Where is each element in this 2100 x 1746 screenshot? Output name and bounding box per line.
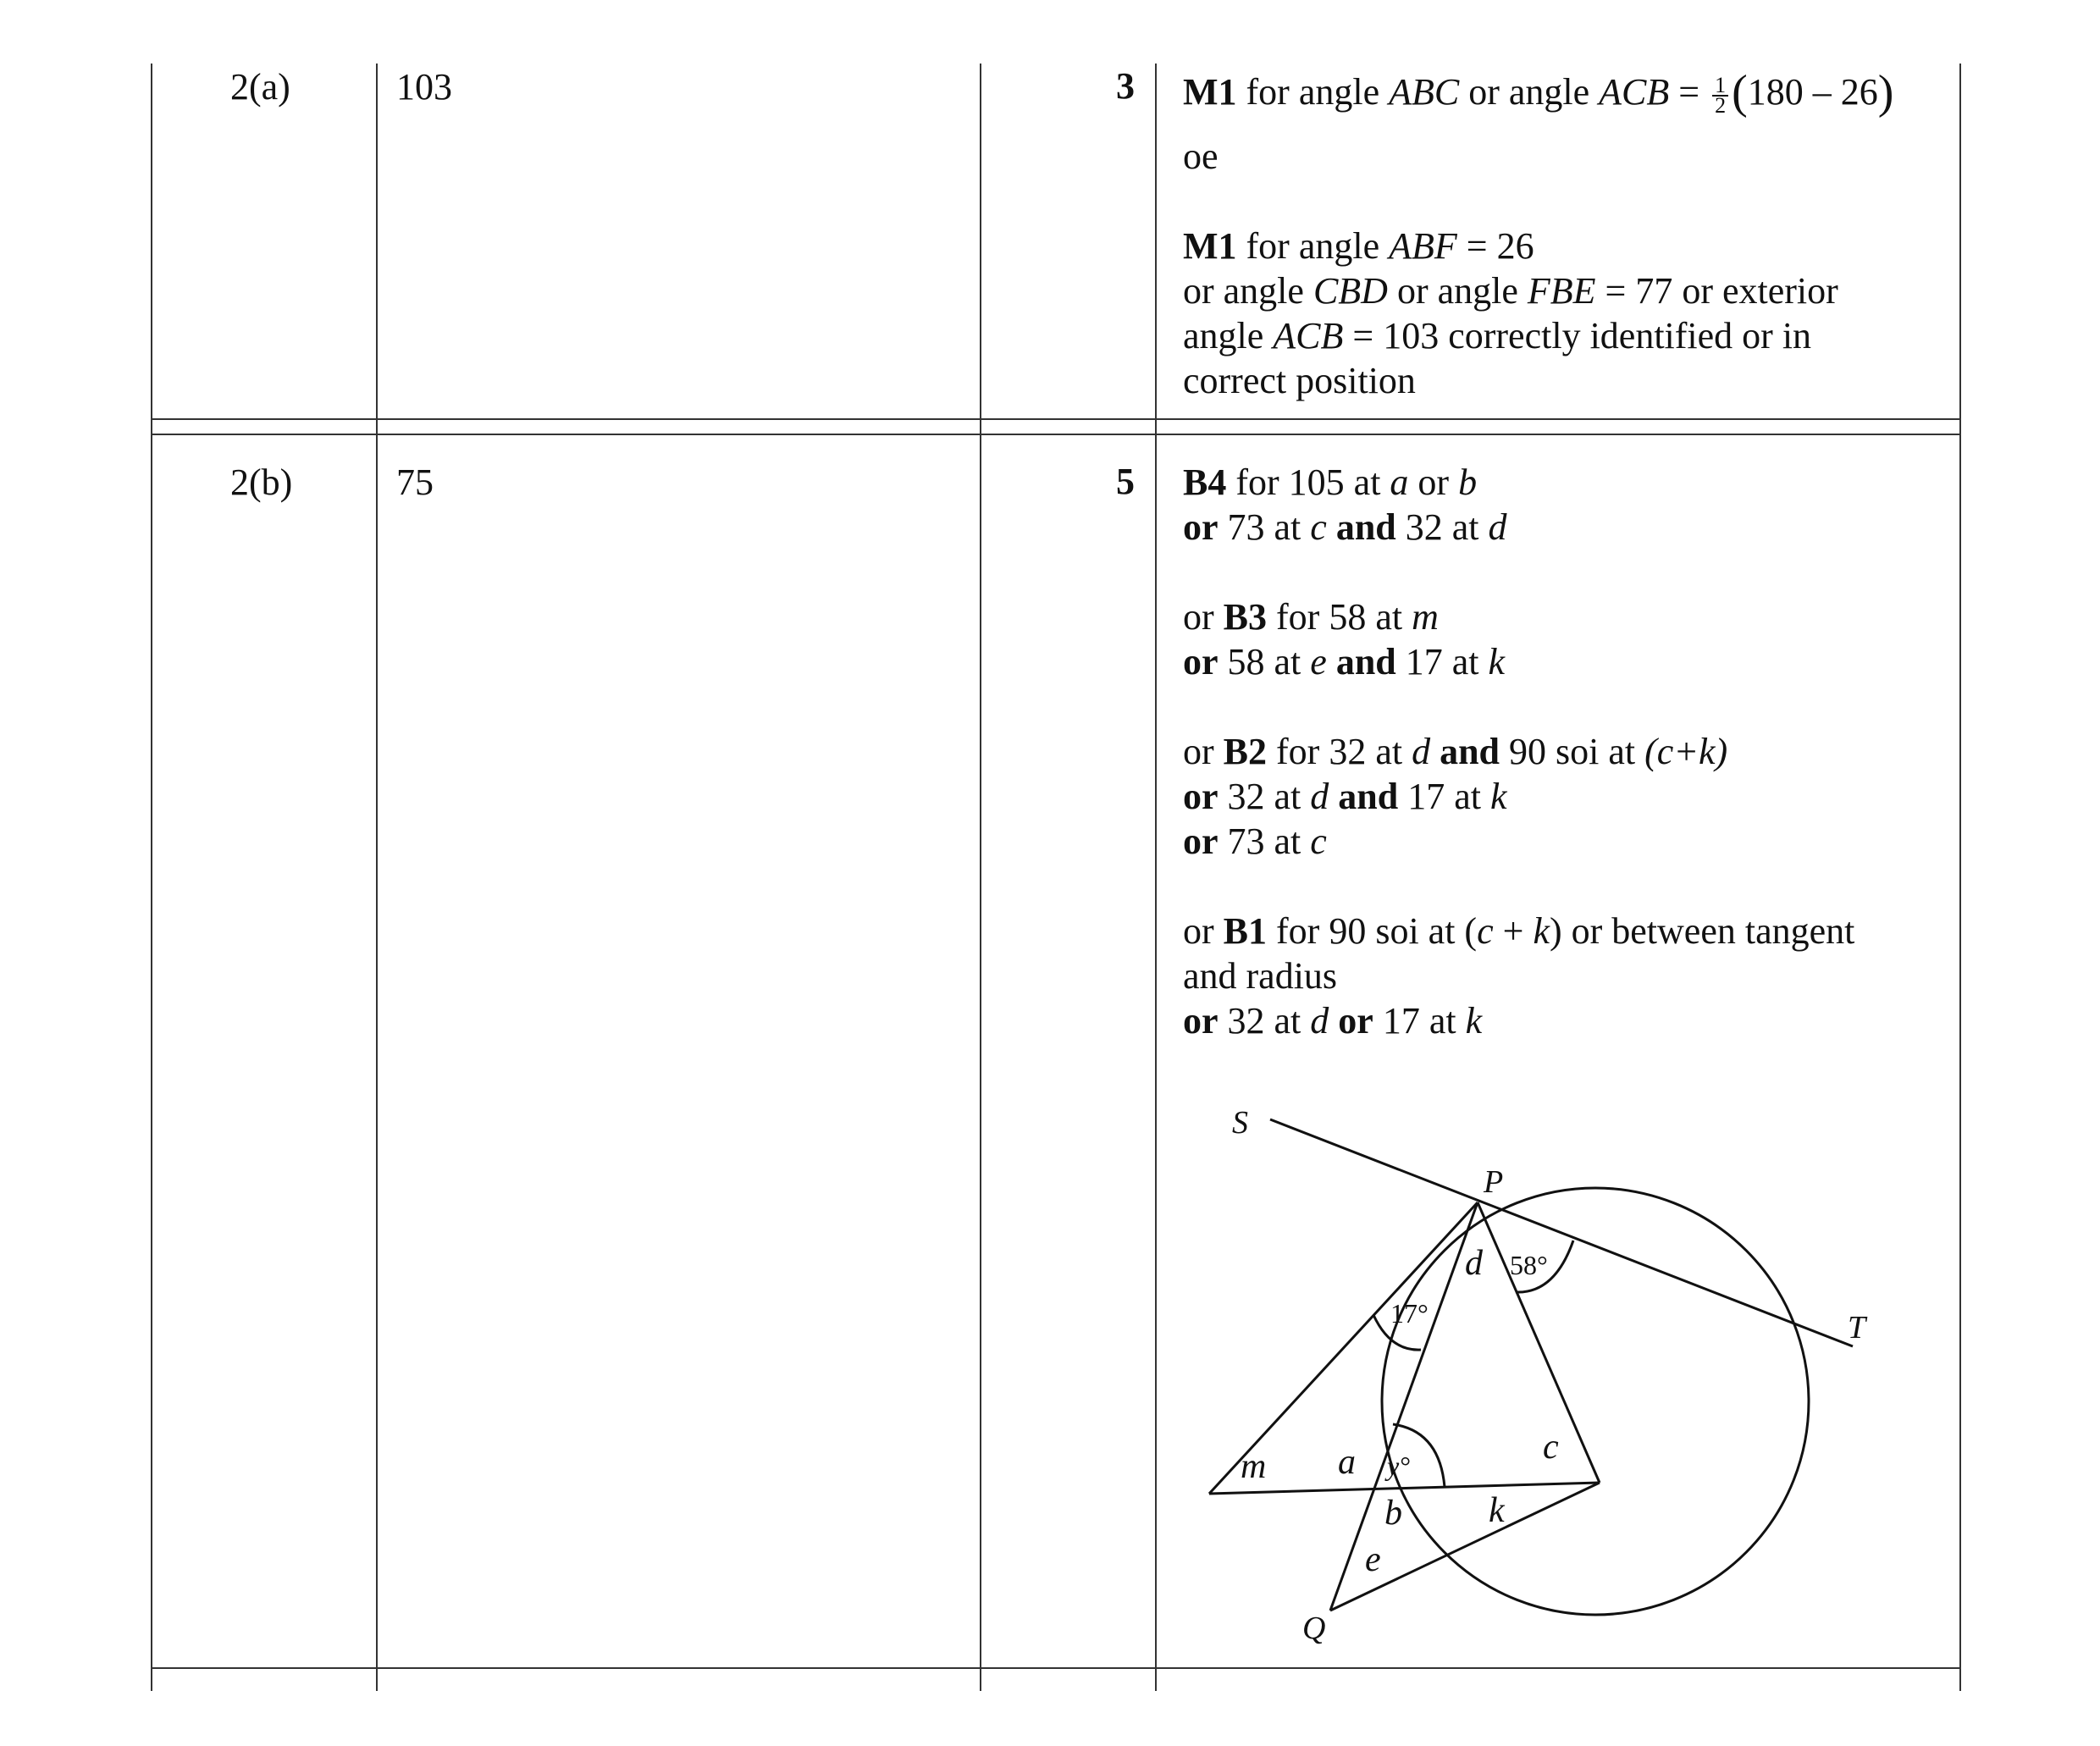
mark-code: B1 [1223,910,1268,952]
guidance-line [1183,819,1945,864]
guidance-text: for 90 soi at ( [1267,910,1478,952]
angle-name: ACB [1273,314,1344,356]
circle [1382,1188,1809,1615]
angle-label-e: e [1365,1540,1381,1579]
guidance-line: and radius [1183,955,1338,997]
keyword-or: or [1183,821,1219,862]
table-bottom-border [151,1667,1961,1669]
angle-label: d [1488,506,1507,548]
fraction-numerator: 1 [1712,76,1728,97]
keyword-and: and [1335,506,1396,548]
angle-label-b: b [1384,1494,1402,1533]
keyword-or: or [1183,641,1219,682]
guidance-text: angle [1183,314,1274,356]
tangent-line-st [1270,1119,1853,1346]
question-number: 2(a) [230,66,290,108]
mark-code: B3 [1223,596,1268,638]
guidance-line [1183,313,1945,358]
guidance-text: = 77 or exterior [1595,269,1838,312]
chord-p-left [1209,1202,1478,1494]
guidance-line [1183,505,1945,550]
answer-value: 103 [396,66,452,108]
guidance-2b [1183,460,1945,1043]
point-label-p: P [1484,1164,1504,1200]
paren-open: ( [1732,66,1748,119]
expression: 180 – 26 [1747,71,1878,113]
angle-label-a: a [1338,1443,1356,1482]
guidance-text: = [1669,71,1710,113]
angle-label: d [1310,776,1329,817]
guidance-text: or [1183,910,1224,952]
angle-arc-y [1393,1424,1445,1487]
guidance-text: or angle [1459,71,1600,113]
guidance-line: correct position [1183,359,1416,401]
angle-name: CBD [1312,269,1388,312]
guidance-line [1183,268,1945,313]
guidance-line [1183,729,1945,774]
marks-value: 3 [1116,65,1135,107]
angle-arc-58 [1516,1240,1573,1292]
table-border-right [1959,64,1961,1691]
guidance-text: = 103 correctly identified or in [1343,314,1812,356]
chord-p-right [1478,1202,1600,1483]
table-border-left [151,64,152,1691]
answer-value: 75 [396,461,434,503]
angle-label-d: d [1465,1244,1483,1283]
chord-q-right [1330,1483,1600,1611]
guidance-text: or [1183,731,1224,772]
angle-arc-17 [1373,1315,1421,1350]
angle-label: m [1412,596,1439,638]
angle-name: ABF [1389,224,1457,267]
guidance-text: for angle [1236,71,1390,113]
row-separator-bottom [151,434,1961,435]
guidance-text: for angle [1236,224,1390,267]
guidance-text: 32 at [1395,506,1489,548]
chord-pq [1330,1202,1478,1611]
fraction [1712,72,1728,118]
guidance-text: or [1183,596,1224,638]
angle-label: k [1465,1000,1483,1042]
mark-code: B2 [1223,731,1268,772]
angle-label: (c+k) [1644,731,1728,772]
guidance-text: 17 at [1398,776,1491,817]
keyword-and: and [1335,641,1396,682]
angle-name: ACB [1599,71,1670,113]
paren-close: ) [1877,66,1894,119]
guidance-text: = 26 [1456,224,1534,267]
guidance-text: 58 at [1218,641,1311,682]
angle-label: c [1310,506,1327,548]
keyword-or: or [1183,506,1219,548]
guidance-text: 73 at [1218,506,1311,548]
guidance-text: or [1408,461,1459,503]
keyword-and: and [1440,731,1500,772]
guidance-line [1183,998,1945,1043]
angle-label: c [1310,821,1327,862]
angle-label: d [1310,1000,1329,1042]
keyword-or: or [1183,776,1219,817]
guidance-line [1183,460,1945,505]
keyword-or: or [1338,1000,1373,1042]
guidance-text: + [1493,910,1534,952]
guidance-line [1183,224,1945,268]
point-label-t: T [1848,1310,1866,1345]
guidance-text: 90 soi at [1500,731,1645,772]
guidance-text: or angle [1183,269,1313,312]
angle-label: c [1477,910,1494,952]
angle-value-58: 58° [1510,1250,1548,1280]
mark-code: B4 [1183,461,1227,503]
marks-value: 5 [1116,461,1135,502]
fraction-denominator: 2 [1715,92,1727,118]
guidance-text: 73 at [1218,821,1311,862]
angle-label: d [1412,731,1431,772]
angle-label: k [1488,641,1506,682]
guidance-line [1183,66,1945,119]
angle-label: k [1533,910,1550,952]
table-divider-question [376,64,378,1691]
chord-horizontal [1209,1483,1600,1494]
guidance-text: 17 at [1373,1000,1466,1042]
angle-label: e [1310,641,1327,682]
angle-label: k [1490,776,1507,817]
guidance-text: 17 at [1395,641,1489,682]
angle-label-c: c [1543,1428,1559,1467]
keyword-and: and [1338,776,1399,817]
guidance-2a [1183,66,1945,403]
guidance-text: ) or between tangent [1549,910,1855,952]
angle-label: b [1458,461,1478,503]
mark-code: M1 [1183,224,1237,267]
angle-name: ABC [1389,71,1460,113]
guidance-line: oe [1183,135,1219,177]
angle-name: FBE [1527,269,1596,312]
mark-code: M1 [1183,71,1237,113]
guidance-line [1183,594,1945,639]
table-divider-marks [1155,64,1157,1691]
guidance-text: 32 at [1218,776,1311,817]
angle-value-17: 17° [1390,1298,1429,1329]
point-label-q: Q [1302,1611,1326,1646]
guidance-line [1183,774,1945,819]
question-number: 2(b) [230,461,293,503]
guidance-line [1183,909,1945,953]
guidance-text: for 32 at [1267,731,1412,772]
row-separator-top [151,418,1961,420]
guidance-text: for 58 at [1267,596,1412,638]
angle-label-m: m [1241,1447,1267,1486]
guidance-text: or angle [1387,269,1528,312]
table-divider-answer [980,64,981,1691]
angle-label: a [1390,461,1409,503]
guidance-text: 32 at [1218,1000,1311,1042]
angle-value-y: y° [1387,1450,1410,1481]
guidance-line [1183,639,1945,684]
point-label-s: S [1232,1105,1248,1141]
guidance-text: for 105 at [1226,461,1390,503]
angle-label-k: k [1489,1491,1505,1530]
keyword-or: or [1183,1000,1219,1042]
